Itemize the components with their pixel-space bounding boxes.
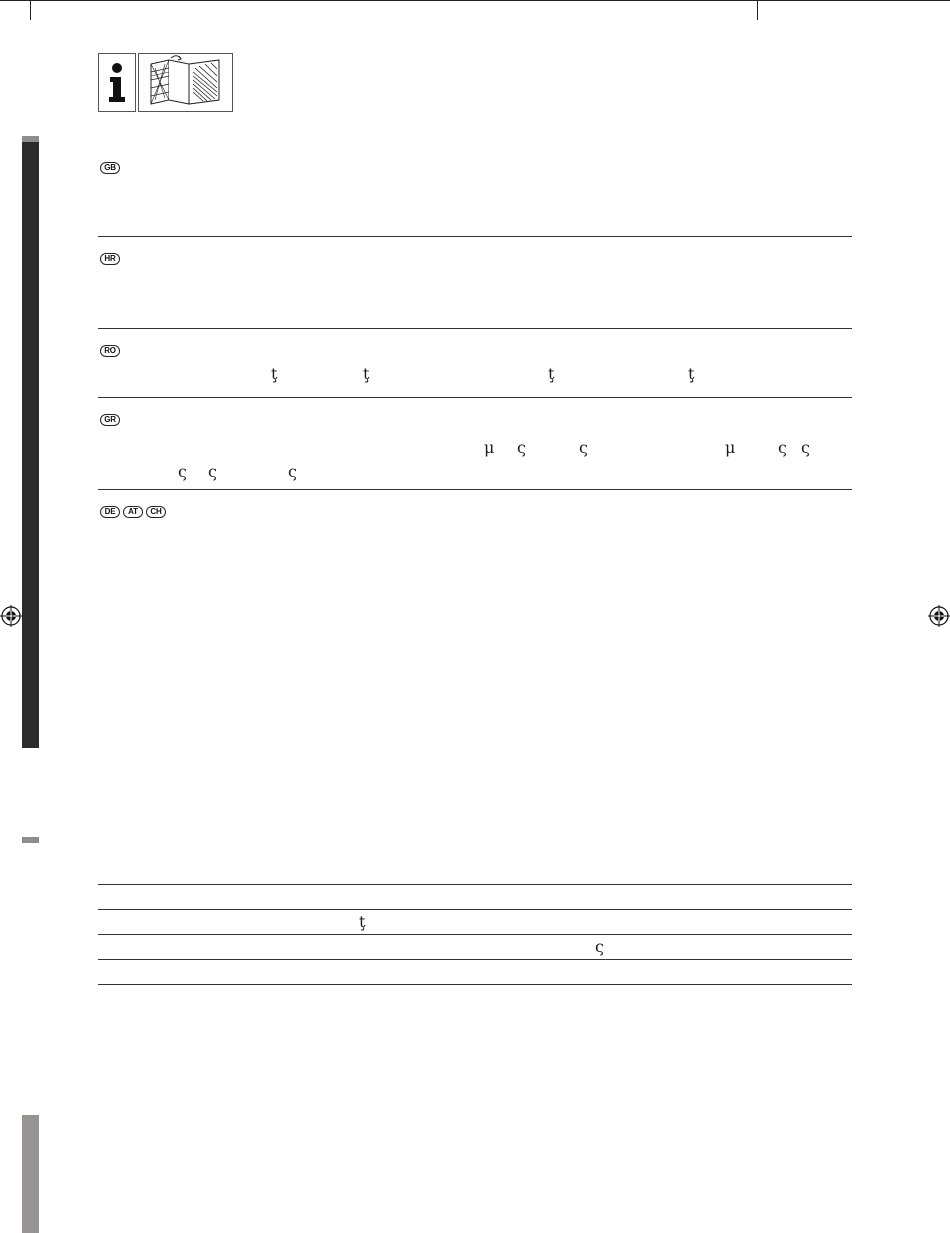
table-rule bbox=[98, 909, 852, 910]
crop-marks-top bbox=[0, 0, 950, 20]
crop-line bbox=[0, 0, 950, 1]
country-badge-de: DE bbox=[100, 506, 120, 518]
text-glyph: ţ bbox=[548, 364, 555, 383]
country-badge-gr: GR bbox=[100, 414, 120, 426]
registration-mark-icon bbox=[0, 605, 22, 627]
table-rule bbox=[98, 884, 852, 885]
text-glyph: ţ bbox=[271, 364, 278, 383]
table-glyph: ţ bbox=[359, 912, 366, 931]
text-glyph: ς bbox=[208, 462, 217, 481]
side-tab-small bbox=[22, 837, 39, 843]
table-rule bbox=[98, 984, 852, 985]
section-ro-badges bbox=[100, 345, 120, 357]
table-rule bbox=[98, 959, 852, 960]
text-glyph: ţ bbox=[688, 364, 695, 383]
section-divider bbox=[98, 489, 852, 490]
crop-tick bbox=[30, 0, 31, 20]
text-glyph: μ bbox=[725, 438, 736, 457]
registration-mark-icon bbox=[928, 605, 950, 627]
table-glyph: ς bbox=[595, 937, 604, 956]
country-badge-gb: GB bbox=[100, 162, 120, 174]
side-tab-dark bbox=[22, 136, 39, 748]
text-glyph: ς bbox=[801, 438, 810, 457]
text-glyph: ς bbox=[778, 438, 787, 457]
side-tab-gray bbox=[22, 1115, 39, 1233]
country-badge-hr: HR bbox=[100, 253, 120, 265]
section-de-at-ch-badges bbox=[100, 506, 166, 518]
section-gb-badges bbox=[100, 162, 120, 174]
open-book-icon bbox=[138, 53, 233, 112]
info-icon bbox=[98, 53, 136, 112]
text-glyph: ς bbox=[178, 462, 187, 481]
text-glyph: μ bbox=[484, 438, 495, 457]
country-badge-ro: RO bbox=[100, 345, 120, 357]
section-divider bbox=[98, 397, 852, 398]
country-badge-ch: CH bbox=[146, 506, 166, 518]
country-badge-at: AT bbox=[123, 506, 143, 518]
section-gr-badges bbox=[100, 414, 120, 426]
crop-tick bbox=[757, 0, 758, 20]
section-divider bbox=[98, 328, 852, 329]
text-glyph: ς bbox=[579, 438, 588, 457]
section-hr-badges bbox=[100, 253, 120, 265]
text-glyph: ς bbox=[288, 462, 297, 481]
text-glyph: ţ bbox=[363, 364, 370, 383]
text-glyph: ς bbox=[517, 438, 526, 457]
table-rule bbox=[98, 934, 852, 935]
side-tab-cap bbox=[22, 136, 39, 142]
section-divider bbox=[98, 236, 852, 237]
